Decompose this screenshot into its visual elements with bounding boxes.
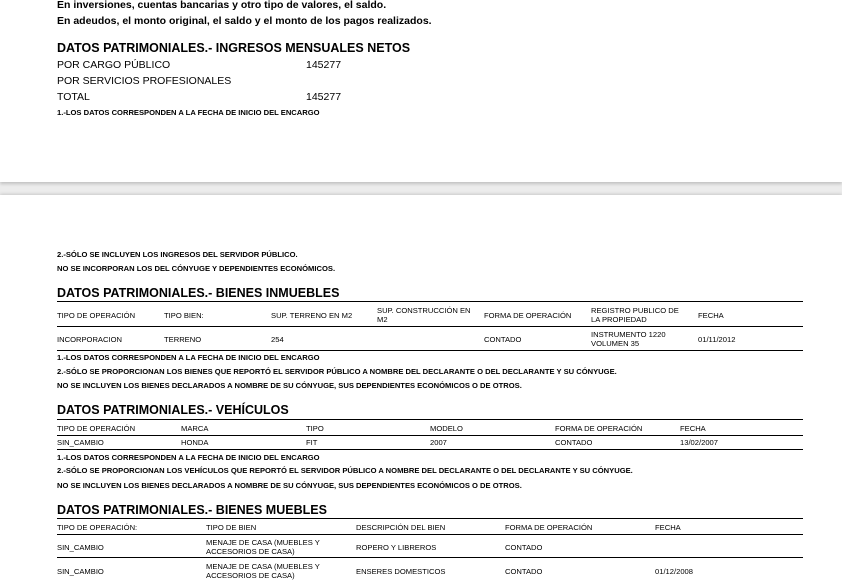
muebles-header-rule — [57, 534, 803, 535]
top-note-1: 2.-SÓLO SE INCLUYEN LOS INGRESOS DEL SERVIDOR PÚBLICO. — [57, 250, 298, 259]
muebles-cell: 01/12/2008 — [655, 567, 694, 576]
vehiculos-header: TIPO — [306, 424, 324, 433]
inmuebles-cell: INSTRUMENTO 1220 VOLUMEN 35 — [591, 330, 666, 348]
vehiculos-header-rule — [57, 435, 803, 436]
inmuebles-header: SUP. TERRENO EN M2 — [271, 311, 353, 320]
vehiculos-cell: 13/02/2007 — [680, 438, 719, 447]
vehiculos-bottom-rule — [57, 449, 803, 450]
inmuebles-note-3: NO SE INCLUYEN LOS BIENES DECLARADOS A NOMBRE DE SU CÓNYUGE, SUS DEPENDIENTES ECONÓMICOS O DE OTROS. — [57, 381, 522, 390]
inmuebles-header: FORMA DE OPERACIÓN — [484, 311, 572, 320]
vehiculos-header: FORMA DE OPERACIÓN — [555, 424, 643, 433]
document-page-2 — [0, 195, 842, 580]
vehiculos-note-2: 2.-SÓLO SE PROPORCIONAN LOS VEHÍCULOS QUE REPORTÓ EL SERVIDOR PÚBLICO A NOMBRE DEL DECLARANTE O DEL DECLARANTE Y SU CÓNYUGE. — [57, 466, 633, 475]
inmuebles-bottom-rule — [57, 350, 803, 351]
intro-line-1: En inversiones, cuentas bancarias y otro tipo de valores, el saldo. — [57, 0, 387, 11]
muebles-cell: ROPERO Y LIBREROS — [356, 543, 437, 552]
inmuebles-cell: 01/11/2012 — [698, 335, 736, 344]
vehiculos-cell: HONDA — [181, 438, 209, 447]
vehiculos-cell: CONTADO — [555, 438, 593, 447]
muebles-cell: ENSERES DOMESTICOS — [356, 567, 446, 576]
ingreso-label-servicios: POR SERVICIOS PROFESIONALES — [57, 75, 232, 87]
inmuebles-header: TIPO DE OPERACIÓN — [57, 311, 136, 320]
muebles-cell: MENAJE DE CASA (MUEBLES Y ACCESORIOS DE CASA) — [206, 562, 320, 580]
inmuebles-cell: CONTADO — [484, 335, 522, 344]
inmuebles-top-rule — [57, 301, 803, 302]
muebles-header: TIPO DE BIEN — [206, 523, 257, 532]
vehiculos-cell: SIN_CAMBIO — [57, 438, 104, 447]
ingreso-value-total: 145277 — [306, 91, 342, 103]
vehiculos-top-rule — [57, 419, 803, 420]
section-heading-muebles: DATOS PATRIMONIALES.- BIENES MUEBLES — [57, 503, 327, 517]
inmuebles-note-2: 2.-SÓLO SE PROPORCIONAN LOS BIENES QUE REPORTÓ EL SERVIDOR PÚBLICO A NOMBRE DEL DECLARANTE O DEL DECLARANTE Y SU CÓNYUGE. — [57, 367, 617, 376]
inmuebles-header-rule — [57, 326, 803, 327]
section-heading-inmuebles: DATOS PATRIMONIALES.- BIENES INMUEBLES — [57, 286, 340, 300]
inmuebles-header: REGISTRO PUBLICO DE LA PROPIEDAD — [591, 306, 679, 324]
inmuebles-header: FECHA — [698, 311, 724, 320]
muebles-top-rule — [57, 518, 803, 519]
muebles-header: TIPO DE OPERACIÓN: — [57, 523, 138, 532]
vehiculos-note-3: NO SE INCLUYEN LOS BIENES DECLARADOS A NOMBRE DE SU CÓNYUGE, SUS DEPENDIENTES ECONÓMICOS O DE OTROS. — [57, 481, 522, 490]
section-heading-vehiculos: DATOS PATRIMONIALES.- VEHÍCULOS — [57, 403, 289, 417]
section-heading-ingresos: DATOS PATRIMONIALES.- INGRESOS MENSUALES NETOS — [57, 41, 411, 55]
ingreso-label-cargo: POR CARGO PÚBLICO — [57, 59, 171, 71]
intro-line-2: En adeudos, el monto original, el saldo y el monto de los pagos realizados. — [57, 15, 432, 27]
muebles-cell: MENAJE DE CASA (MUEBLES Y ACCESORIOS DE CASA) — [206, 538, 320, 556]
inmuebles-cell: INCORPORACION — [57, 335, 122, 344]
inmuebles-note-1: 1.-LOS DATOS CORRESPONDEN A LA FECHA DE INICIO DEL ENCARGO — [57, 353, 320, 362]
ingresos-note-1: 1.-LOS DATOS CORRESPONDEN A LA FECHA DE INICIO DEL ENCARGO — [57, 108, 320, 117]
inmuebles-cell: 254 — [271, 335, 284, 344]
ingreso-label-total: TOTAL — [57, 91, 90, 103]
muebles-cell: CONTADO — [505, 543, 543, 552]
vehiculos-header: FECHA — [680, 424, 706, 433]
vehiculos-cell: 2007 — [430, 438, 447, 447]
muebles-cell: CONTADO — [505, 567, 543, 576]
vehiculos-header: MODELO — [430, 424, 463, 433]
vehiculos-header: MARCA — [181, 424, 209, 433]
top-note-2: NO SE INCORPORAN LOS DEL CÓNYUGE Y DEPENDIENTES ECONÓMICOS. — [57, 264, 336, 273]
ingreso-value-cargo: 145277 — [306, 59, 342, 71]
muebles-cell: SIN_CAMBIO — [57, 543, 104, 552]
muebles-header: DESCRIPCIÓN DEL BIEN — [356, 523, 446, 532]
muebles-header: FORMA DE OPERACIÓN — [505, 523, 593, 532]
document-page-1 — [0, 0, 842, 182]
vehiculos-header: TIPO DE OPERACIÓN — [57, 424, 136, 433]
muebles-cell: SIN_CAMBIO — [57, 567, 104, 576]
inmuebles-header: TIPO BIEN: — [164, 311, 204, 320]
muebles-header: FECHA — [655, 523, 681, 532]
vehiculos-cell: FIT — [306, 438, 318, 447]
inmuebles-cell: TERRENO — [164, 335, 202, 344]
vehiculos-note-1: 1.-LOS DATOS CORRESPONDEN A LA FECHA DE INICIO DEL ENCARGO — [57, 453, 320, 462]
inmuebles-header: SUP. CONSTRUCCIÓN EN M2 — [377, 306, 471, 324]
muebles-row-rule — [57, 557, 803, 558]
